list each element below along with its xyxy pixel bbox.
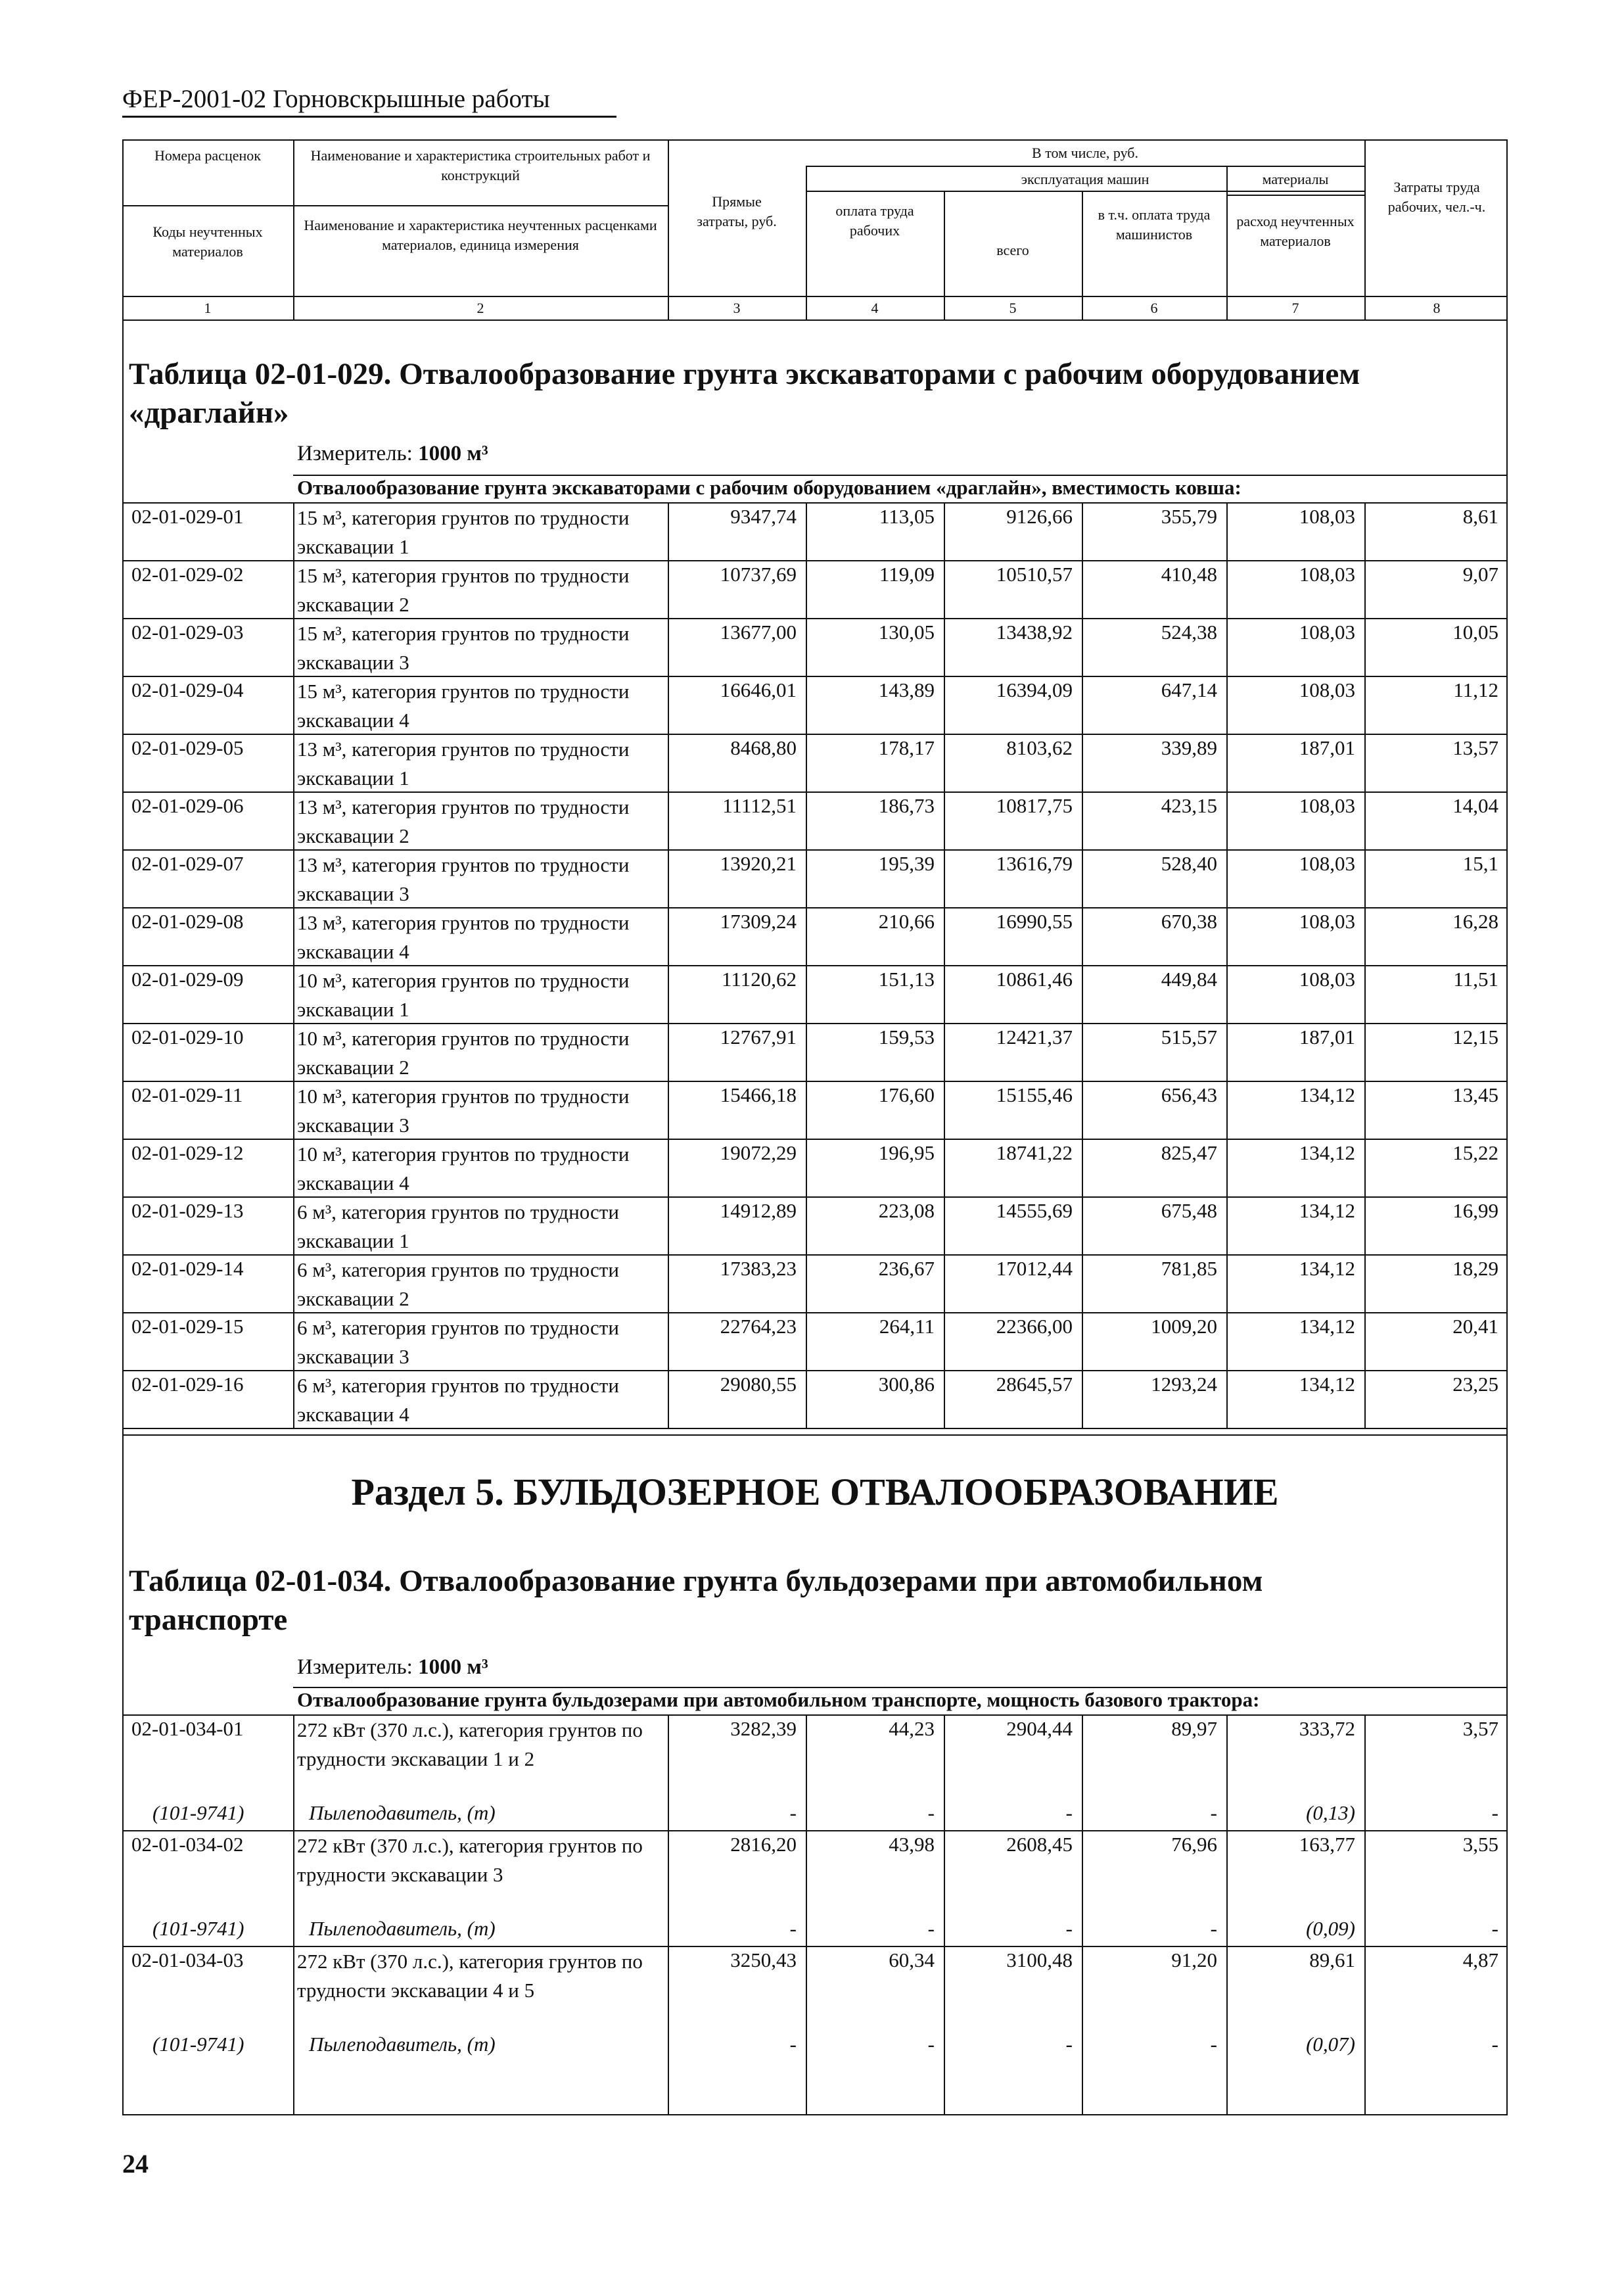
divider bbox=[806, 166, 1364, 167]
row-labor: 60,34 bbox=[889, 1948, 935, 1971]
row-machines: 22366,00 bbox=[996, 1315, 1073, 1338]
row-description: 272 кВт (370 л.с.), категория грунтов по трудности экскавации 4 и 5 bbox=[297, 1950, 643, 2002]
divider bbox=[122, 319, 1508, 321]
row-labor: 210,66 bbox=[878, 910, 935, 933]
row-description: 272 кВт (370 л.с.), категория грунтов по трудности экскавации 3 bbox=[297, 1834, 643, 1886]
page-header: ФЕР-2001-02 Горновскрышные работы bbox=[122, 84, 616, 118]
material-direct: - bbox=[789, 2033, 797, 2056]
row-machinists: 410,48 bbox=[1161, 563, 1217, 586]
divider bbox=[1364, 1714, 1366, 2114]
row-description: 15 м³, категория грунтов по трудности экскавации 1 bbox=[297, 506, 630, 558]
divider bbox=[1082, 502, 1083, 1428]
row-machines: 28645,57 bbox=[996, 1373, 1073, 1396]
unit-value: 1000 м³ bbox=[418, 442, 488, 465]
row-direct: 13677,00 bbox=[720, 621, 797, 644]
header-group: В том числе, руб. bbox=[1032, 145, 1138, 161]
row-direct: 29080,55 bbox=[720, 1373, 797, 1396]
row-materials: 134,12 bbox=[1299, 1141, 1355, 1164]
divider bbox=[668, 139, 669, 319]
row-description: 13 м³, категория грунтов по трудности экскавации 4 bbox=[297, 911, 630, 963]
row-materials: 134,12 bbox=[1299, 1083, 1355, 1106]
row-description: 10 м³, категория грунтов по трудности экскавации 1 bbox=[297, 969, 630, 1021]
row-materials: 187,01 bbox=[1299, 1026, 1355, 1049]
row-direct: 10737,69 bbox=[720, 563, 797, 586]
row-materials: 108,03 bbox=[1299, 968, 1355, 991]
row-materials: 134,12 bbox=[1299, 1315, 1355, 1338]
col-number: 4 bbox=[871, 300, 879, 316]
header-direct-costs: Прямые затраты, руб. bbox=[697, 193, 777, 229]
divider bbox=[1082, 191, 1083, 319]
divider bbox=[122, 205, 668, 206]
row-hours: 18,29 bbox=[1452, 1257, 1498, 1280]
row-hours: 4,87 bbox=[1462, 1948, 1498, 1971]
row-machinists: 76,96 bbox=[1171, 1833, 1217, 1856]
row-machinists: 91,20 bbox=[1171, 1948, 1217, 1971]
row-labor: 44,23 bbox=[889, 1717, 935, 1740]
divider bbox=[1082, 1714, 1083, 2114]
divider bbox=[122, 296, 1508, 297]
material-hours: - bbox=[1491, 1801, 1498, 1824]
row-labor: 143,89 bbox=[878, 678, 935, 701]
row-hours: 11,12 bbox=[1453, 678, 1498, 701]
material-direct: - bbox=[789, 1801, 797, 1824]
divider bbox=[293, 502, 294, 1428]
row-materials: 89,61 bbox=[1309, 1948, 1355, 1971]
header-machinists: в т.ч. оплата труда машинистов bbox=[1098, 206, 1211, 243]
unit-value: 1000 м³ bbox=[418, 1655, 488, 1679]
row-machinists: 355,79 bbox=[1161, 505, 1217, 528]
row-hours: 3,57 bbox=[1462, 1717, 1498, 1740]
row-machines: 3100,48 bbox=[1006, 1948, 1073, 1971]
material-machines: - bbox=[1065, 2033, 1073, 2056]
col-number: 6 bbox=[1150, 300, 1158, 316]
row-machines: 8103,62 bbox=[1006, 736, 1073, 759]
row-machinists: 1009,20 bbox=[1151, 1315, 1217, 1338]
header-labor: оплата труда рабочих bbox=[835, 202, 914, 239]
row-machinists: 825,47 bbox=[1161, 1141, 1217, 1164]
row-materials: 134,12 bbox=[1299, 1373, 1355, 1396]
col-number: 7 bbox=[1291, 300, 1299, 316]
divider bbox=[806, 1714, 807, 2114]
row-direct: 3282,39 bbox=[730, 1717, 797, 1740]
row-hours: 8,61 bbox=[1462, 505, 1498, 528]
row-materials: 108,03 bbox=[1299, 852, 1355, 875]
row-machinists: 656,43 bbox=[1161, 1083, 1217, 1106]
row-machinists: 528,40 bbox=[1161, 852, 1217, 875]
row-description: 6 м³, категория грунтов по трудности экскавации 4 bbox=[297, 1374, 619, 1426]
table1-unit bbox=[297, 442, 488, 466]
row-machinists: 339,89 bbox=[1161, 736, 1217, 759]
row-hours: 20,41 bbox=[1452, 1315, 1498, 1338]
row-direct: 14912,89 bbox=[720, 1199, 797, 1222]
row-description: 15 м³, категория грунтов по трудности экскавации 4 bbox=[297, 680, 630, 732]
row-code: 02-01-029-14 bbox=[131, 1257, 244, 1280]
divider bbox=[1364, 502, 1366, 1428]
divider bbox=[806, 502, 807, 1428]
divider bbox=[1226, 1714, 1228, 2114]
row-hours: 15,22 bbox=[1452, 1141, 1498, 1164]
row-machines: 15155,46 bbox=[996, 1083, 1073, 1106]
row-materials: 108,03 bbox=[1299, 621, 1355, 644]
row-materials: 108,03 bbox=[1299, 910, 1355, 933]
header-machines: эксплуатация машин bbox=[1021, 171, 1149, 187]
row-machines: 14555,69 bbox=[996, 1199, 1073, 1222]
row-labor: 159,53 bbox=[878, 1026, 935, 1049]
table2-unit bbox=[297, 1655, 488, 1680]
row-description: 13 м³, категория грунтов по трудности экскавации 3 bbox=[297, 853, 630, 905]
row-code: 02-01-029-15 bbox=[131, 1315, 244, 1338]
row-direct: 17383,23 bbox=[720, 1257, 797, 1280]
row-code: 02-01-029-02 bbox=[131, 563, 244, 586]
divider bbox=[122, 1434, 1508, 1436]
material-qty: (0,13) bbox=[1306, 1801, 1355, 1824]
row-code: 02-01-029-13 bbox=[131, 1199, 244, 1222]
row-direct: 19072,29 bbox=[720, 1141, 797, 1164]
row-description: 6 м³, категория грунтов по трудности экскавации 1 bbox=[297, 1200, 619, 1252]
table2-subheader: Отвалообразование грунта бульдозерами при автомобильном транспорте, мощность базового трактора: bbox=[297, 1688, 1260, 1711]
header-material-name: Наименование и характеристика неучтенных расценками материалов, единица измерения bbox=[304, 217, 657, 253]
col-number: 8 bbox=[1433, 300, 1441, 316]
row-machines: 16394,09 bbox=[996, 678, 1073, 701]
row-machines: 18741,22 bbox=[996, 1141, 1073, 1164]
row-materials: 134,12 bbox=[1299, 1199, 1355, 1222]
row-code: 02-01-034-03 bbox=[131, 1948, 244, 1971]
row-code: 02-01-029-03 bbox=[131, 621, 244, 644]
material-code: (101-9741) bbox=[152, 1801, 244, 1824]
row-code: 02-01-029-05 bbox=[131, 736, 244, 759]
row-machines: 16990,55 bbox=[996, 910, 1073, 933]
row-labor: 236,67 bbox=[878, 1257, 935, 1280]
material-machines: - bbox=[1065, 1801, 1073, 1824]
table2-title: Таблица 02-01-034. Отвалообразование грунта бульдозерами при автомобильном транспорте bbox=[129, 1564, 1263, 1637]
row-labor: 130,05 bbox=[878, 621, 935, 644]
header-machines-total: всего bbox=[996, 242, 1029, 258]
material-hours: - bbox=[1491, 2033, 1498, 2056]
row-machines: 9126,66 bbox=[1006, 505, 1073, 528]
row-hours: 9,07 bbox=[1462, 563, 1498, 586]
material-code: (101-9741) bbox=[152, 2033, 244, 2056]
material-machines: - bbox=[1065, 1917, 1073, 1940]
row-code: 02-01-034-02 bbox=[131, 1833, 244, 1856]
col-number: 2 bbox=[476, 300, 484, 316]
row-machines: 13616,79 bbox=[996, 852, 1073, 875]
unit-label: Измеритель: bbox=[297, 1655, 413, 1679]
material-code: (101-9741) bbox=[152, 1917, 244, 1940]
row-direct: 17309,24 bbox=[720, 910, 797, 933]
col-number: 1 bbox=[204, 300, 212, 316]
divider bbox=[1226, 502, 1228, 1428]
divider bbox=[806, 191, 1364, 192]
row-direct: 15466,18 bbox=[720, 1083, 797, 1106]
col-number: 5 bbox=[1009, 300, 1017, 316]
material-name: Пылеподавитель, (т) bbox=[309, 2033, 496, 2056]
header-codes: Номера расценок bbox=[154, 147, 261, 164]
row-machinists: 524,38 bbox=[1161, 621, 1217, 644]
row-code: 02-01-029-04 bbox=[131, 678, 244, 701]
row-direct: 9347,74 bbox=[730, 505, 797, 528]
row-materials: 333,72 bbox=[1299, 1717, 1355, 1740]
header-materials: материалы bbox=[1262, 171, 1329, 187]
row-machines: 13438,92 bbox=[996, 621, 1073, 644]
row-code: 02-01-029-07 bbox=[131, 852, 244, 875]
divider bbox=[944, 502, 945, 1428]
row-description: 10 м³, категория грунтов по трудности экскавации 3 bbox=[297, 1085, 630, 1137]
row-description: 13 м³, категория грунтов по трудности экскавации 1 bbox=[297, 738, 630, 790]
row-description: 15 м³, категория грунтов по трудности экскавации 2 bbox=[297, 564, 630, 616]
row-materials: 108,03 bbox=[1299, 678, 1355, 701]
row-direct: 3250,43 bbox=[730, 1948, 797, 1971]
divider bbox=[293, 139, 294, 319]
row-machinists: 449,84 bbox=[1161, 968, 1217, 991]
row-machines: 17012,44 bbox=[996, 1257, 1073, 1280]
row-hours: 16,99 bbox=[1452, 1199, 1498, 1222]
unit-label: Измеритель: bbox=[297, 442, 413, 465]
row-materials: 108,03 bbox=[1299, 794, 1355, 817]
row-machines: 10861,46 bbox=[996, 968, 1073, 991]
row-hours: 16,28 bbox=[1452, 910, 1498, 933]
material-direct: - bbox=[789, 1917, 797, 1940]
material-name: Пылеподавитель, (т) bbox=[309, 1801, 496, 1824]
row-hours: 12,15 bbox=[1452, 1026, 1498, 1049]
row-materials: 108,03 bbox=[1299, 505, 1355, 528]
row-machinists: 647,14 bbox=[1161, 678, 1217, 701]
row-description: 6 м³, категория грунтов по трудности экскавации 2 bbox=[297, 1258, 619, 1310]
material-labor: - bbox=[927, 2033, 935, 2056]
row-code: 02-01-029-16 bbox=[131, 1373, 244, 1396]
row-code: 02-01-029-09 bbox=[131, 968, 244, 991]
row-code: 02-01-029-11 bbox=[131, 1083, 243, 1106]
divider bbox=[944, 1714, 945, 2114]
row-description: 6 м³, категория грунтов по трудности экскавации 3 bbox=[297, 1316, 619, 1368]
row-machinists: 1293,24 bbox=[1151, 1373, 1217, 1396]
row-description: 15 м³, категория грунтов по трудности экскавации 3 bbox=[297, 622, 630, 674]
row-machinists: 89,97 bbox=[1171, 1717, 1217, 1740]
row-labor: 186,73 bbox=[878, 794, 935, 817]
material-name: Пылеподавитель, (т) bbox=[309, 1917, 496, 1940]
material-labor: - bbox=[927, 1801, 935, 1824]
row-machinists: 423,15 bbox=[1161, 794, 1217, 817]
row-hours: 13,45 bbox=[1452, 1083, 1498, 1106]
row-hours: 11,51 bbox=[1453, 968, 1498, 991]
row-machines: 2904,44 bbox=[1006, 1717, 1073, 1740]
row-direct: 13920,21 bbox=[720, 852, 797, 875]
divider bbox=[122, 1428, 1508, 1429]
row-code: 02-01-029-01 bbox=[131, 505, 244, 528]
material-labor: - bbox=[927, 1917, 935, 1940]
row-description: 10 м³, категория грунтов по трудности экскавации 2 bbox=[297, 1027, 630, 1079]
header-labor-hours: Затраты труда рабочих, чел.-ч. bbox=[1387, 179, 1486, 215]
row-hours: 10,05 bbox=[1452, 621, 1498, 644]
row-code: 02-01-029-12 bbox=[131, 1141, 244, 1164]
material-machinists: - bbox=[1210, 1801, 1217, 1824]
header-material-codes: Коды неучтенных материалов bbox=[152, 224, 263, 260]
row-direct: 12767,91 bbox=[720, 1026, 797, 1049]
row-direct: 2816,20 bbox=[730, 1833, 797, 1856]
section-title: Раздел 5. БУЛЬДОЗЕРНОЕ ОТВАЛООБРАЗОВАНИЕ bbox=[351, 1471, 1279, 1513]
divider bbox=[668, 502, 669, 1428]
divider bbox=[1364, 139, 1366, 319]
material-hours: - bbox=[1491, 1917, 1498, 1940]
table1-subheader: Отвалообразование грунта экскаваторами с рабочим оборудованием «драглайн», вместимость ковша: bbox=[297, 476, 1241, 499]
material-qty: (0,09) bbox=[1306, 1917, 1355, 1940]
row-description: 13 м³, категория грунтов по трудности экскавации 2 bbox=[297, 795, 630, 847]
row-machines: 12421,37 bbox=[996, 1026, 1073, 1049]
row-labor: 264,11 bbox=[879, 1315, 935, 1338]
row-materials: 187,01 bbox=[1299, 736, 1355, 759]
row-labor: 195,39 bbox=[878, 852, 935, 875]
row-code: 02-01-034-01 bbox=[131, 1717, 244, 1740]
row-labor: 119,09 bbox=[879, 563, 935, 586]
row-direct: 11120,62 bbox=[722, 968, 797, 991]
row-code: 02-01-029-06 bbox=[131, 794, 244, 817]
row-machinists: 670,38 bbox=[1161, 910, 1217, 933]
divider bbox=[806, 166, 807, 319]
row-labor: 300,86 bbox=[878, 1373, 935, 1396]
row-labor: 113,05 bbox=[879, 505, 935, 528]
header-work-name: Наименование и характеристика строительных работ и конструкций bbox=[310, 147, 651, 183]
material-machinists: - bbox=[1210, 2033, 1217, 2056]
col-number: 3 bbox=[733, 300, 741, 316]
row-materials: 163,77 bbox=[1299, 1833, 1355, 1856]
row-labor: 196,95 bbox=[878, 1141, 935, 1164]
row-machines: 10510,57 bbox=[996, 563, 1073, 586]
row-machines: 10817,75 bbox=[996, 794, 1073, 817]
row-labor: 176,60 bbox=[878, 1083, 935, 1106]
row-labor: 178,17 bbox=[878, 736, 935, 759]
header-material-use: расход неучтенных материалов bbox=[1236, 213, 1355, 249]
row-hours: 3,55 bbox=[1462, 1833, 1498, 1856]
row-hours: 15,1 bbox=[1462, 852, 1498, 875]
row-direct: 11112,51 bbox=[722, 794, 797, 817]
row-hours: 14,04 bbox=[1452, 794, 1498, 817]
divider bbox=[668, 1714, 669, 2114]
row-hours: 23,25 bbox=[1452, 1373, 1498, 1396]
row-direct: 16646,01 bbox=[720, 678, 797, 701]
row-direct: 22764,23 bbox=[720, 1315, 797, 1338]
row-code: 02-01-029-08 bbox=[131, 910, 244, 933]
row-direct: 8468,80 bbox=[730, 736, 797, 759]
material-machinists: - bbox=[1210, 1917, 1217, 1940]
row-labor: 151,13 bbox=[878, 968, 935, 991]
divider bbox=[293, 1714, 294, 2114]
row-machinists: 781,85 bbox=[1161, 1257, 1217, 1280]
row-labor: 223,08 bbox=[878, 1199, 935, 1222]
row-description: 272 кВт (370 л.с.), категория грунтов по трудности экскавации 1 и 2 bbox=[297, 1718, 643, 1770]
row-machinists: 675,48 bbox=[1161, 1199, 1217, 1222]
row-machinists: 515,57 bbox=[1161, 1026, 1217, 1049]
row-machines: 2608,45 bbox=[1006, 1833, 1073, 1856]
row-hours: 13,57 bbox=[1452, 736, 1498, 759]
row-materials: 134,12 bbox=[1299, 1257, 1355, 1280]
row-description: 10 м³, категория грунтов по трудности экскавации 4 bbox=[297, 1143, 630, 1194]
row-materials: 108,03 bbox=[1299, 563, 1355, 586]
page-number: 24 bbox=[122, 2149, 149, 2179]
table1-title: Таблица 02-01-029. Отвалообразование грунта экскаваторами с рабочим оборудованием «драглайн» bbox=[129, 357, 1360, 430]
row-code: 02-01-029-10 bbox=[131, 1026, 244, 1049]
row-labor: 43,98 bbox=[889, 1833, 935, 1856]
material-qty: (0,07) bbox=[1306, 2033, 1355, 2056]
divider bbox=[1226, 195, 1364, 196]
